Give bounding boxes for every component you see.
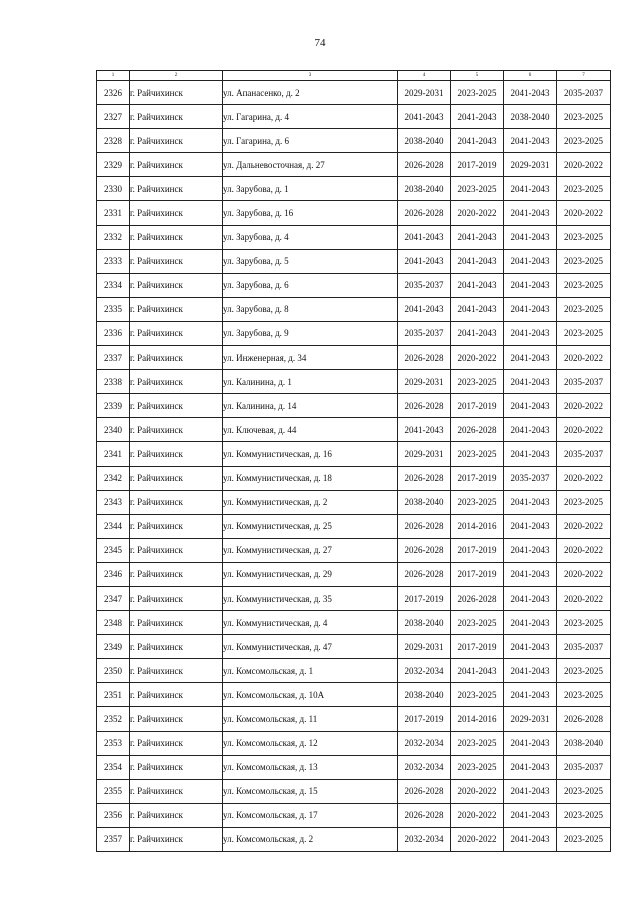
period-cell: 2017-2019 bbox=[398, 586, 451, 610]
period-cell: 2041-2043 bbox=[398, 105, 451, 129]
table-row bbox=[97, 803, 611, 827]
table-row bbox=[97, 562, 611, 586]
period-cell: 2038-2040 bbox=[557, 731, 611, 755]
period-cell: 2026-2028 bbox=[451, 418, 504, 442]
period-cell: 2026-2028 bbox=[398, 803, 451, 827]
column-number: 3 bbox=[223, 71, 398, 81]
period-cell: 2020-2022 bbox=[557, 514, 611, 538]
row-number: 2342 bbox=[97, 466, 130, 490]
table-row bbox=[97, 225, 611, 249]
row-number: 2351 bbox=[97, 683, 130, 707]
address-cell: ул. Комсомольская, д. 11 bbox=[223, 707, 398, 731]
period-cell: 2017-2019 bbox=[451, 466, 504, 490]
address-cell: ул. Комсомольская, д. 13 bbox=[223, 755, 398, 779]
row-number: 2345 bbox=[97, 538, 130, 562]
period-cell: 2020-2022 bbox=[557, 394, 611, 418]
period-cell: 2041-2043 bbox=[451, 321, 504, 345]
city-cell: г. Райчихинск bbox=[130, 394, 223, 418]
period-cell: 2026-2028 bbox=[398, 562, 451, 586]
address-cell: ул. Зарубова, д. 1 bbox=[223, 177, 398, 201]
table-row bbox=[97, 394, 611, 418]
column-number: 5 bbox=[451, 71, 504, 81]
table-row bbox=[97, 514, 611, 538]
city-cell: г. Райчихинск bbox=[130, 635, 223, 659]
period-cell: 2023-2025 bbox=[451, 81, 504, 105]
period-cell: 2041-2043 bbox=[451, 249, 504, 273]
period-cell: 2029-2031 bbox=[504, 707, 557, 731]
period-cell: 2023-2025 bbox=[451, 683, 504, 707]
period-cell: 2020-2022 bbox=[451, 346, 504, 370]
period-cell: 2035-2037 bbox=[557, 370, 611, 394]
city-cell: г. Райчихинск bbox=[130, 755, 223, 779]
table-row bbox=[97, 827, 611, 851]
period-cell: 2014-2016 bbox=[451, 707, 504, 731]
period-cell: 2041-2043 bbox=[504, 586, 557, 610]
period-cell: 2041-2043 bbox=[504, 659, 557, 683]
table-row bbox=[97, 466, 611, 490]
address-cell: ул. Комсомольская, д. 12 bbox=[223, 731, 398, 755]
period-cell: 2020-2022 bbox=[557, 346, 611, 370]
column-number: 2 bbox=[130, 71, 223, 81]
city-cell: г. Райчихинск bbox=[130, 249, 223, 273]
period-cell: 2035-2037 bbox=[557, 442, 611, 466]
period-cell: 2035-2037 bbox=[398, 321, 451, 345]
row-number: 2352 bbox=[97, 707, 130, 731]
period-cell: 2041-2043 bbox=[398, 225, 451, 249]
period-cell: 2020-2022 bbox=[557, 466, 611, 490]
city-cell: г. Райчихинск bbox=[130, 346, 223, 370]
city-cell: г. Райчихинск bbox=[130, 297, 223, 321]
period-cell: 2023-2025 bbox=[557, 297, 611, 321]
period-cell: 2029-2031 bbox=[398, 370, 451, 394]
period-cell: 2041-2043 bbox=[504, 177, 557, 201]
city-cell: г. Райчихинск bbox=[130, 177, 223, 201]
period-cell: 2029-2031 bbox=[398, 442, 451, 466]
city-cell: г. Райчихинск bbox=[130, 153, 223, 177]
address-cell: ул. Комсомольская, д. 10А bbox=[223, 683, 398, 707]
table-row bbox=[97, 538, 611, 562]
row-number: 2348 bbox=[97, 611, 130, 635]
period-cell: 2038-2040 bbox=[398, 490, 451, 514]
period-cell: 2026-2028 bbox=[398, 153, 451, 177]
period-cell: 2023-2025 bbox=[557, 683, 611, 707]
period-cell: 2041-2043 bbox=[504, 225, 557, 249]
period-cell: 2017-2019 bbox=[451, 635, 504, 659]
period-cell: 2026-2028 bbox=[398, 538, 451, 562]
period-cell: 2041-2043 bbox=[398, 297, 451, 321]
table-row bbox=[97, 490, 611, 514]
period-cell: 2020-2022 bbox=[557, 153, 611, 177]
period-cell: 2023-2025 bbox=[451, 177, 504, 201]
table-row bbox=[97, 659, 611, 683]
city-cell: г. Райчихинск bbox=[130, 827, 223, 851]
address-cell: ул. Коммунистическая, д. 2 bbox=[223, 490, 398, 514]
address-cell: ул. Инженерная, д. 34 bbox=[223, 346, 398, 370]
period-cell: 2026-2028 bbox=[398, 394, 451, 418]
table-row bbox=[97, 370, 611, 394]
address-cell: ул. Ключевая, д. 44 bbox=[223, 418, 398, 442]
city-cell: г. Райчихинск bbox=[130, 683, 223, 707]
period-cell: 2023-2025 bbox=[557, 225, 611, 249]
data-table bbox=[96, 70, 611, 852]
period-cell: 2041-2043 bbox=[451, 129, 504, 153]
row-number: 2328 bbox=[97, 129, 130, 153]
period-cell: 2038-2040 bbox=[398, 177, 451, 201]
period-cell: 2041-2043 bbox=[504, 273, 557, 297]
period-cell: 2023-2025 bbox=[451, 731, 504, 755]
row-number: 2334 bbox=[97, 273, 130, 297]
table-row bbox=[97, 297, 611, 321]
table-row bbox=[97, 81, 611, 105]
row-number: 2331 bbox=[97, 201, 130, 225]
address-cell: ул. Коммунистическая, д. 16 bbox=[223, 442, 398, 466]
period-cell: 2035-2037 bbox=[504, 466, 557, 490]
period-cell: 2023-2025 bbox=[451, 370, 504, 394]
period-cell: 2038-2040 bbox=[398, 611, 451, 635]
address-cell: ул. Калинина, д. 14 bbox=[223, 394, 398, 418]
row-number: 2341 bbox=[97, 442, 130, 466]
address-cell: ул. Комсомольская, д. 2 bbox=[223, 827, 398, 851]
period-cell: 2041-2043 bbox=[504, 803, 557, 827]
city-cell: г. Райчихинск bbox=[130, 803, 223, 827]
period-cell: 2029-2031 bbox=[398, 635, 451, 659]
city-cell: г. Райчихинск bbox=[130, 707, 223, 731]
period-cell: 2023-2025 bbox=[557, 827, 611, 851]
period-cell: 2026-2028 bbox=[398, 514, 451, 538]
period-cell: 2041-2043 bbox=[398, 249, 451, 273]
period-cell: 2041-2043 bbox=[504, 346, 557, 370]
row-number: 2354 bbox=[97, 755, 130, 779]
row-number: 2355 bbox=[97, 779, 130, 803]
address-cell: ул. Комсомольская, д. 1 bbox=[223, 659, 398, 683]
period-cell: 2041-2043 bbox=[451, 659, 504, 683]
table-row bbox=[97, 321, 611, 345]
city-cell: г. Райчихинск bbox=[130, 129, 223, 153]
period-cell: 2041-2043 bbox=[504, 249, 557, 273]
row-number: 2346 bbox=[97, 562, 130, 586]
city-cell: г. Райчихинск bbox=[130, 490, 223, 514]
row-number: 2349 bbox=[97, 635, 130, 659]
period-cell: 2023-2025 bbox=[557, 129, 611, 153]
address-cell: ул. Зарубова, д. 9 bbox=[223, 321, 398, 345]
period-cell: 2023-2025 bbox=[557, 659, 611, 683]
period-cell: 2038-2040 bbox=[398, 683, 451, 707]
period-cell: 2026-2028 bbox=[398, 466, 451, 490]
city-cell: г. Райчихинск bbox=[130, 370, 223, 394]
city-cell: г. Райчихинск bbox=[130, 562, 223, 586]
period-cell: 2041-2043 bbox=[504, 538, 557, 562]
address-cell: ул. Зарубова, д. 5 bbox=[223, 249, 398, 273]
row-number: 2336 bbox=[97, 321, 130, 345]
period-cell: 2041-2043 bbox=[504, 779, 557, 803]
address-cell: ул. Коммунистическая, д. 47 bbox=[223, 635, 398, 659]
table-row bbox=[97, 129, 611, 153]
period-cell: 2029-2031 bbox=[504, 153, 557, 177]
row-number: 2332 bbox=[97, 225, 130, 249]
address-cell: ул. Коммунистическая, д. 4 bbox=[223, 611, 398, 635]
period-cell: 2014-2016 bbox=[451, 514, 504, 538]
address-cell: ул. Коммунистическая, д. 27 bbox=[223, 538, 398, 562]
table-row bbox=[97, 201, 611, 225]
row-number: 2337 bbox=[97, 346, 130, 370]
period-cell: 2041-2043 bbox=[504, 490, 557, 514]
period-cell: 2032-2034 bbox=[398, 659, 451, 683]
period-cell: 2041-2043 bbox=[504, 514, 557, 538]
address-cell: ул. Комсомольская, д. 17 bbox=[223, 803, 398, 827]
row-number: 2333 bbox=[97, 249, 130, 273]
city-cell: г. Райчихинск bbox=[130, 659, 223, 683]
period-cell: 2026-2028 bbox=[557, 707, 611, 731]
address-cell: ул. Комсомольская, д. 15 bbox=[223, 779, 398, 803]
period-cell: 2023-2025 bbox=[557, 321, 611, 345]
period-cell: 2020-2022 bbox=[557, 538, 611, 562]
period-cell: 2020-2022 bbox=[557, 586, 611, 610]
period-cell: 2041-2043 bbox=[451, 297, 504, 321]
period-cell: 2020-2022 bbox=[451, 201, 504, 225]
period-cell: 2041-2043 bbox=[451, 225, 504, 249]
table-row bbox=[97, 418, 611, 442]
period-cell: 2020-2022 bbox=[451, 779, 504, 803]
table-row bbox=[97, 105, 611, 129]
table-row bbox=[97, 611, 611, 635]
table-row bbox=[97, 273, 611, 297]
row-number: 2353 bbox=[97, 731, 130, 755]
address-cell: ул. Гагарина, д. 4 bbox=[223, 105, 398, 129]
period-cell: 2041-2043 bbox=[451, 273, 504, 297]
period-cell: 2020-2022 bbox=[557, 201, 611, 225]
table-row bbox=[97, 586, 611, 610]
page-number: 74 bbox=[314, 37, 326, 49]
period-cell: 2041-2043 bbox=[504, 827, 557, 851]
period-cell: 2020-2022 bbox=[557, 562, 611, 586]
address-cell: ул. Коммунистическая, д. 29 bbox=[223, 562, 398, 586]
period-cell: 2023-2025 bbox=[557, 803, 611, 827]
period-cell: 2026-2028 bbox=[398, 346, 451, 370]
city-cell: г. Райчихинск bbox=[130, 273, 223, 297]
row-number: 2340 bbox=[97, 418, 130, 442]
period-cell: 2041-2043 bbox=[504, 370, 557, 394]
city-cell: г. Райчихинск bbox=[130, 611, 223, 635]
period-cell: 2032-2034 bbox=[398, 731, 451, 755]
row-number: 2356 bbox=[97, 803, 130, 827]
row-number: 2347 bbox=[97, 586, 130, 610]
address-cell: ул. Дальневосточная, д. 27 bbox=[223, 153, 398, 177]
period-cell: 2029-2031 bbox=[398, 81, 451, 105]
period-cell: 2041-2043 bbox=[504, 418, 557, 442]
period-cell: 2038-2040 bbox=[398, 129, 451, 153]
city-cell: г. Райчихинск bbox=[130, 442, 223, 466]
city-cell: г. Райчихинск bbox=[130, 731, 223, 755]
city-cell: г. Райчихинск bbox=[130, 466, 223, 490]
address-cell: ул. Калинина, д. 1 bbox=[223, 370, 398, 394]
period-cell: 2041-2043 bbox=[504, 611, 557, 635]
table-row bbox=[97, 755, 611, 779]
period-cell: 2020-2022 bbox=[451, 827, 504, 851]
row-number: 2330 bbox=[97, 177, 130, 201]
period-cell: 2020-2022 bbox=[451, 803, 504, 827]
city-cell: г. Райчихинск bbox=[130, 586, 223, 610]
city-cell: г. Райчихинск bbox=[130, 201, 223, 225]
column-number-row bbox=[97, 71, 611, 81]
column-number: 1 bbox=[97, 71, 130, 81]
period-cell: 2041-2043 bbox=[504, 201, 557, 225]
period-cell: 2038-2040 bbox=[504, 105, 557, 129]
table-row bbox=[97, 683, 611, 707]
period-cell: 2041-2043 bbox=[504, 683, 557, 707]
period-cell: 2017-2019 bbox=[398, 707, 451, 731]
column-number: 7 bbox=[557, 71, 611, 81]
period-cell: 2023-2025 bbox=[557, 105, 611, 129]
table-row bbox=[97, 249, 611, 273]
city-cell: г. Райчихинск bbox=[130, 779, 223, 803]
period-cell: 2020-2022 bbox=[557, 418, 611, 442]
city-cell: г. Райчихинск bbox=[130, 81, 223, 105]
period-cell: 2041-2043 bbox=[504, 297, 557, 321]
row-number: 2343 bbox=[97, 490, 130, 514]
row-number: 2329 bbox=[97, 153, 130, 177]
table-row bbox=[97, 731, 611, 755]
period-cell: 2023-2025 bbox=[451, 611, 504, 635]
period-cell: 2041-2043 bbox=[504, 394, 557, 418]
row-number: 2357 bbox=[97, 827, 130, 851]
address-cell: ул. Коммунистическая, д. 18 bbox=[223, 466, 398, 490]
period-cell: 2041-2043 bbox=[504, 755, 557, 779]
period-cell: 2023-2025 bbox=[557, 779, 611, 803]
period-cell: 2041-2043 bbox=[451, 105, 504, 129]
period-cell: 2041-2043 bbox=[398, 418, 451, 442]
period-cell: 2017-2019 bbox=[451, 538, 504, 562]
period-cell: 2017-2019 bbox=[451, 153, 504, 177]
city-cell: г. Райчихинск bbox=[130, 225, 223, 249]
period-cell: 2026-2028 bbox=[398, 201, 451, 225]
address-cell: ул. Зарубова, д. 8 bbox=[223, 297, 398, 321]
period-cell: 2026-2028 bbox=[398, 779, 451, 803]
period-cell: 2041-2043 bbox=[504, 129, 557, 153]
address-cell: ул. Зарубова, д. 4 bbox=[223, 225, 398, 249]
table-body bbox=[97, 81, 611, 852]
row-number: 2350 bbox=[97, 659, 130, 683]
row-number: 2327 bbox=[97, 105, 130, 129]
table-row bbox=[97, 779, 611, 803]
period-cell: 2035-2037 bbox=[398, 273, 451, 297]
period-cell: 2041-2043 bbox=[504, 321, 557, 345]
address-cell: ул. Гагарина, д. 6 bbox=[223, 129, 398, 153]
city-cell: г. Райчихинск bbox=[130, 105, 223, 129]
period-cell: 2041-2043 bbox=[504, 562, 557, 586]
address-cell: ул. Апанасенко, д. 2 bbox=[223, 81, 398, 105]
period-cell: 2041-2043 bbox=[504, 81, 557, 105]
city-cell: г. Райчихинск bbox=[130, 514, 223, 538]
period-cell: 2023-2025 bbox=[557, 611, 611, 635]
row-number: 2339 bbox=[97, 394, 130, 418]
period-cell: 2026-2028 bbox=[451, 586, 504, 610]
period-cell: 2023-2025 bbox=[451, 490, 504, 514]
period-cell: 2035-2037 bbox=[557, 635, 611, 659]
row-number: 2338 bbox=[97, 370, 130, 394]
address-cell: ул. Зарубова, д. 6 bbox=[223, 273, 398, 297]
city-cell: г. Райчихинск bbox=[130, 418, 223, 442]
table-row bbox=[97, 177, 611, 201]
row-number: 2335 bbox=[97, 297, 130, 321]
table-row bbox=[97, 153, 611, 177]
period-cell: 2023-2025 bbox=[557, 249, 611, 273]
period-cell: 2023-2025 bbox=[557, 273, 611, 297]
address-cell: ул. Коммунистическая, д. 35 bbox=[223, 586, 398, 610]
column-number: 6 bbox=[504, 71, 557, 81]
table-row bbox=[97, 346, 611, 370]
period-cell: 2041-2043 bbox=[504, 635, 557, 659]
period-cell: 2023-2025 bbox=[557, 490, 611, 514]
period-cell: 2017-2019 bbox=[451, 562, 504, 586]
row-number: 2344 bbox=[97, 514, 130, 538]
address-cell: ул. Коммунистическая, д. 25 bbox=[223, 514, 398, 538]
row-number: 2326 bbox=[97, 81, 130, 105]
period-cell: 2032-2034 bbox=[398, 827, 451, 851]
city-cell: г. Райчихинск bbox=[130, 538, 223, 562]
period-cell: 2041-2043 bbox=[504, 442, 557, 466]
city-cell: г. Райчихинск bbox=[130, 321, 223, 345]
column-number: 4 bbox=[398, 71, 451, 81]
period-cell: 2023-2025 bbox=[451, 442, 504, 466]
period-cell: 2017-2019 bbox=[451, 394, 504, 418]
table-row bbox=[97, 635, 611, 659]
table-row bbox=[97, 442, 611, 466]
period-cell: 2041-2043 bbox=[504, 731, 557, 755]
period-cell: 2023-2025 bbox=[557, 177, 611, 201]
table-row bbox=[97, 707, 611, 731]
period-cell: 2035-2037 bbox=[557, 755, 611, 779]
address-cell: ул. Зарубова, д. 16 bbox=[223, 201, 398, 225]
period-cell: 2032-2034 bbox=[398, 755, 451, 779]
period-cell: 2023-2025 bbox=[451, 755, 504, 779]
period-cell: 2035-2037 bbox=[557, 81, 611, 105]
